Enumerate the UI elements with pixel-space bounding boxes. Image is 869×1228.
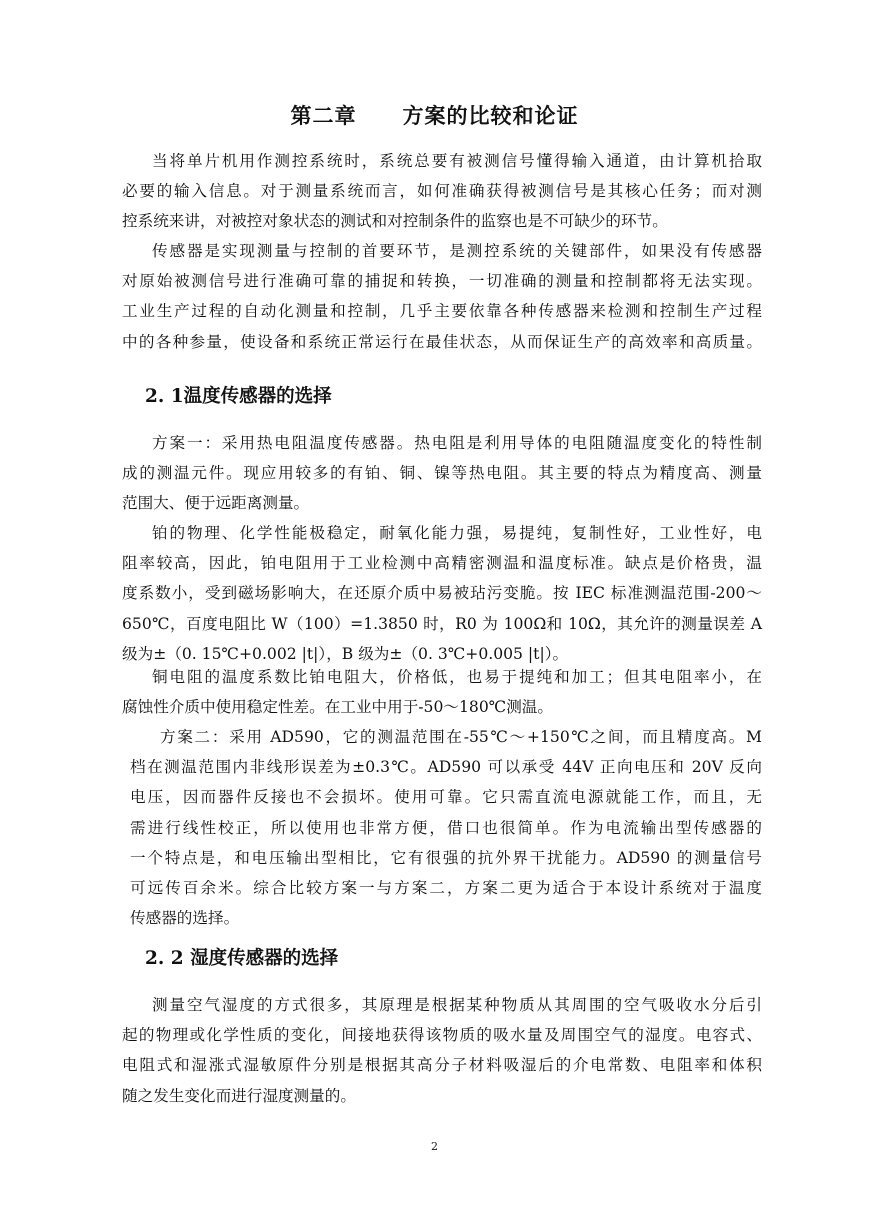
text-line: 必要的输入信息。对于测量系统而言，如何准确获得被测信号是其核心任务；而对测 (122, 182, 762, 201)
text-line: 阻率较高，因此，铂电阻用于工业检测中高精密测温和温度标准。缺点是价格贵，温 (122, 554, 762, 573)
text-line: 铜电阻的温度系数比铂电阻大，价格低，也易于提纯和加工；但其电阻率小，在 (152, 668, 762, 686)
section-heading-humidity: 2. 2 湿度传感器的选择 (145, 948, 339, 969)
text-line: 传感器的选择。 (130, 909, 240, 928)
text-line: 起的物理或化学性质的变化，间接地获得该物质的吸水量及周围空气的湿度。电容式、 (122, 1026, 762, 1045)
intro-paragraph-1 (122, 146, 762, 237)
text-line: 级为±（0. 15℃+0.002 |t|），B 级为±（0. 3℃+0.005 |t|）。 (122, 644, 569, 663)
text-line: 控系统来讲，对被控对象状态的测试和对控制条件的监察也是不可缺少的环节。 (122, 212, 668, 231)
text-line: 铂的物理、化学性能极稳定，耐氧化能力强，易提纯，复制性好，工业性好，电 (152, 524, 762, 542)
text-line: 腐蚀性介质中使用稳定性差。在工业中用于-50～180℃测温。 (122, 698, 553, 717)
text-line: 档在测温范围内非线形误差为±0.3℃。AD590 可以承受 44V 正向电压和 20V 反向 (130, 758, 762, 777)
text-line: 随之发生变化而进行湿度测量的。 (122, 1086, 356, 1105)
text-line: 电阻式和湿涨式湿敏原件分别是根据其高分子材料吸湿后的介电常数、电阻率和体积 (122, 1056, 762, 1075)
text-line: 传感器是实现测量与控制的首要环节，是测控系统的关键部件，如果没有传感器 (152, 242, 762, 260)
text-line: 中的各种参量，使设备和系统正常运行在最佳状态，从而保证生产的高效率和高质量。 (122, 332, 762, 351)
text-line: 度系数小，受到磁场影响大，在还原介质中易被玷污变脆。按 IEC 标准测温范围-200～ (122, 584, 762, 603)
section1-paragraph-4 (130, 722, 762, 933)
chapter-label: 第二章 (290, 103, 357, 128)
section1-paragraph-1 (122, 428, 762, 519)
text-line: 650℃，百度电阻比 W（100）=1.3850 时，R0 为 100Ω和 10Ω，其允许的测量误差 A (122, 614, 762, 633)
text-line: 需进行线性校正，所以使用也非常方便，借口也很简单。作为电流输出型传感器的 (130, 818, 762, 837)
text-line: 可远传百余米。综合比较方案一与方案二，方案二更为适合于本设计系统对于温度 (130, 878, 762, 897)
chapter-title (0, 100, 869, 130)
section-heading-temperature: 2. 1温度传感器的选择 (145, 386, 332, 407)
text-line: 一个特点是，和电压输出型相比，它有很强的抗外界干扰能力。AD590 的测量信号 (130, 848, 762, 867)
text-line: 方案一：采用热电阻温度传感器。热电阻是利用导体的电阻随温度变化的特性制 (152, 434, 762, 452)
text-line: 工业生产过程的自动化测量和控制，几乎主要依靠各种传感器来检测和控制生产过程 (122, 302, 762, 321)
page-number: 2 (431, 1140, 438, 1153)
text-line: 对原始被测信号进行准确可靠的捕捉和转换，一切准确的测量和控制都将无法实现。 (122, 272, 762, 291)
text-line: 测量空气湿度的方式很多，其原理是根据某种物质从其周围的空气吸收水分后引 (152, 996, 762, 1014)
text-line: 成的测温元件。现应用较多的有铂、铜、镍等热电阻。其主要的特点为精度高、测量 (122, 464, 762, 483)
chapter-name: 方案的比较和论证 (402, 103, 579, 128)
intro-paragraph-2 (122, 236, 762, 357)
text-line: 当将单片机用作测控系统时，系统总要有被测信号懂得输入通道，由计算机拾取 (152, 152, 762, 170)
section1-paragraph-3 (122, 662, 762, 722)
section1-paragraph-2 (122, 518, 762, 669)
text-line: 电压，因而器件反接也不会损坏。使用可靠。它只需直流电源就能工作，而且，无 (130, 788, 762, 807)
text-line: 范围大、便于远距离测量。 (122, 494, 310, 513)
text-line: 方案二：采用 AD590，它的测温范围在-55℃～+150℃之间，而且精度高。M (160, 728, 762, 746)
section2-paragraph-1 (122, 990, 762, 1111)
